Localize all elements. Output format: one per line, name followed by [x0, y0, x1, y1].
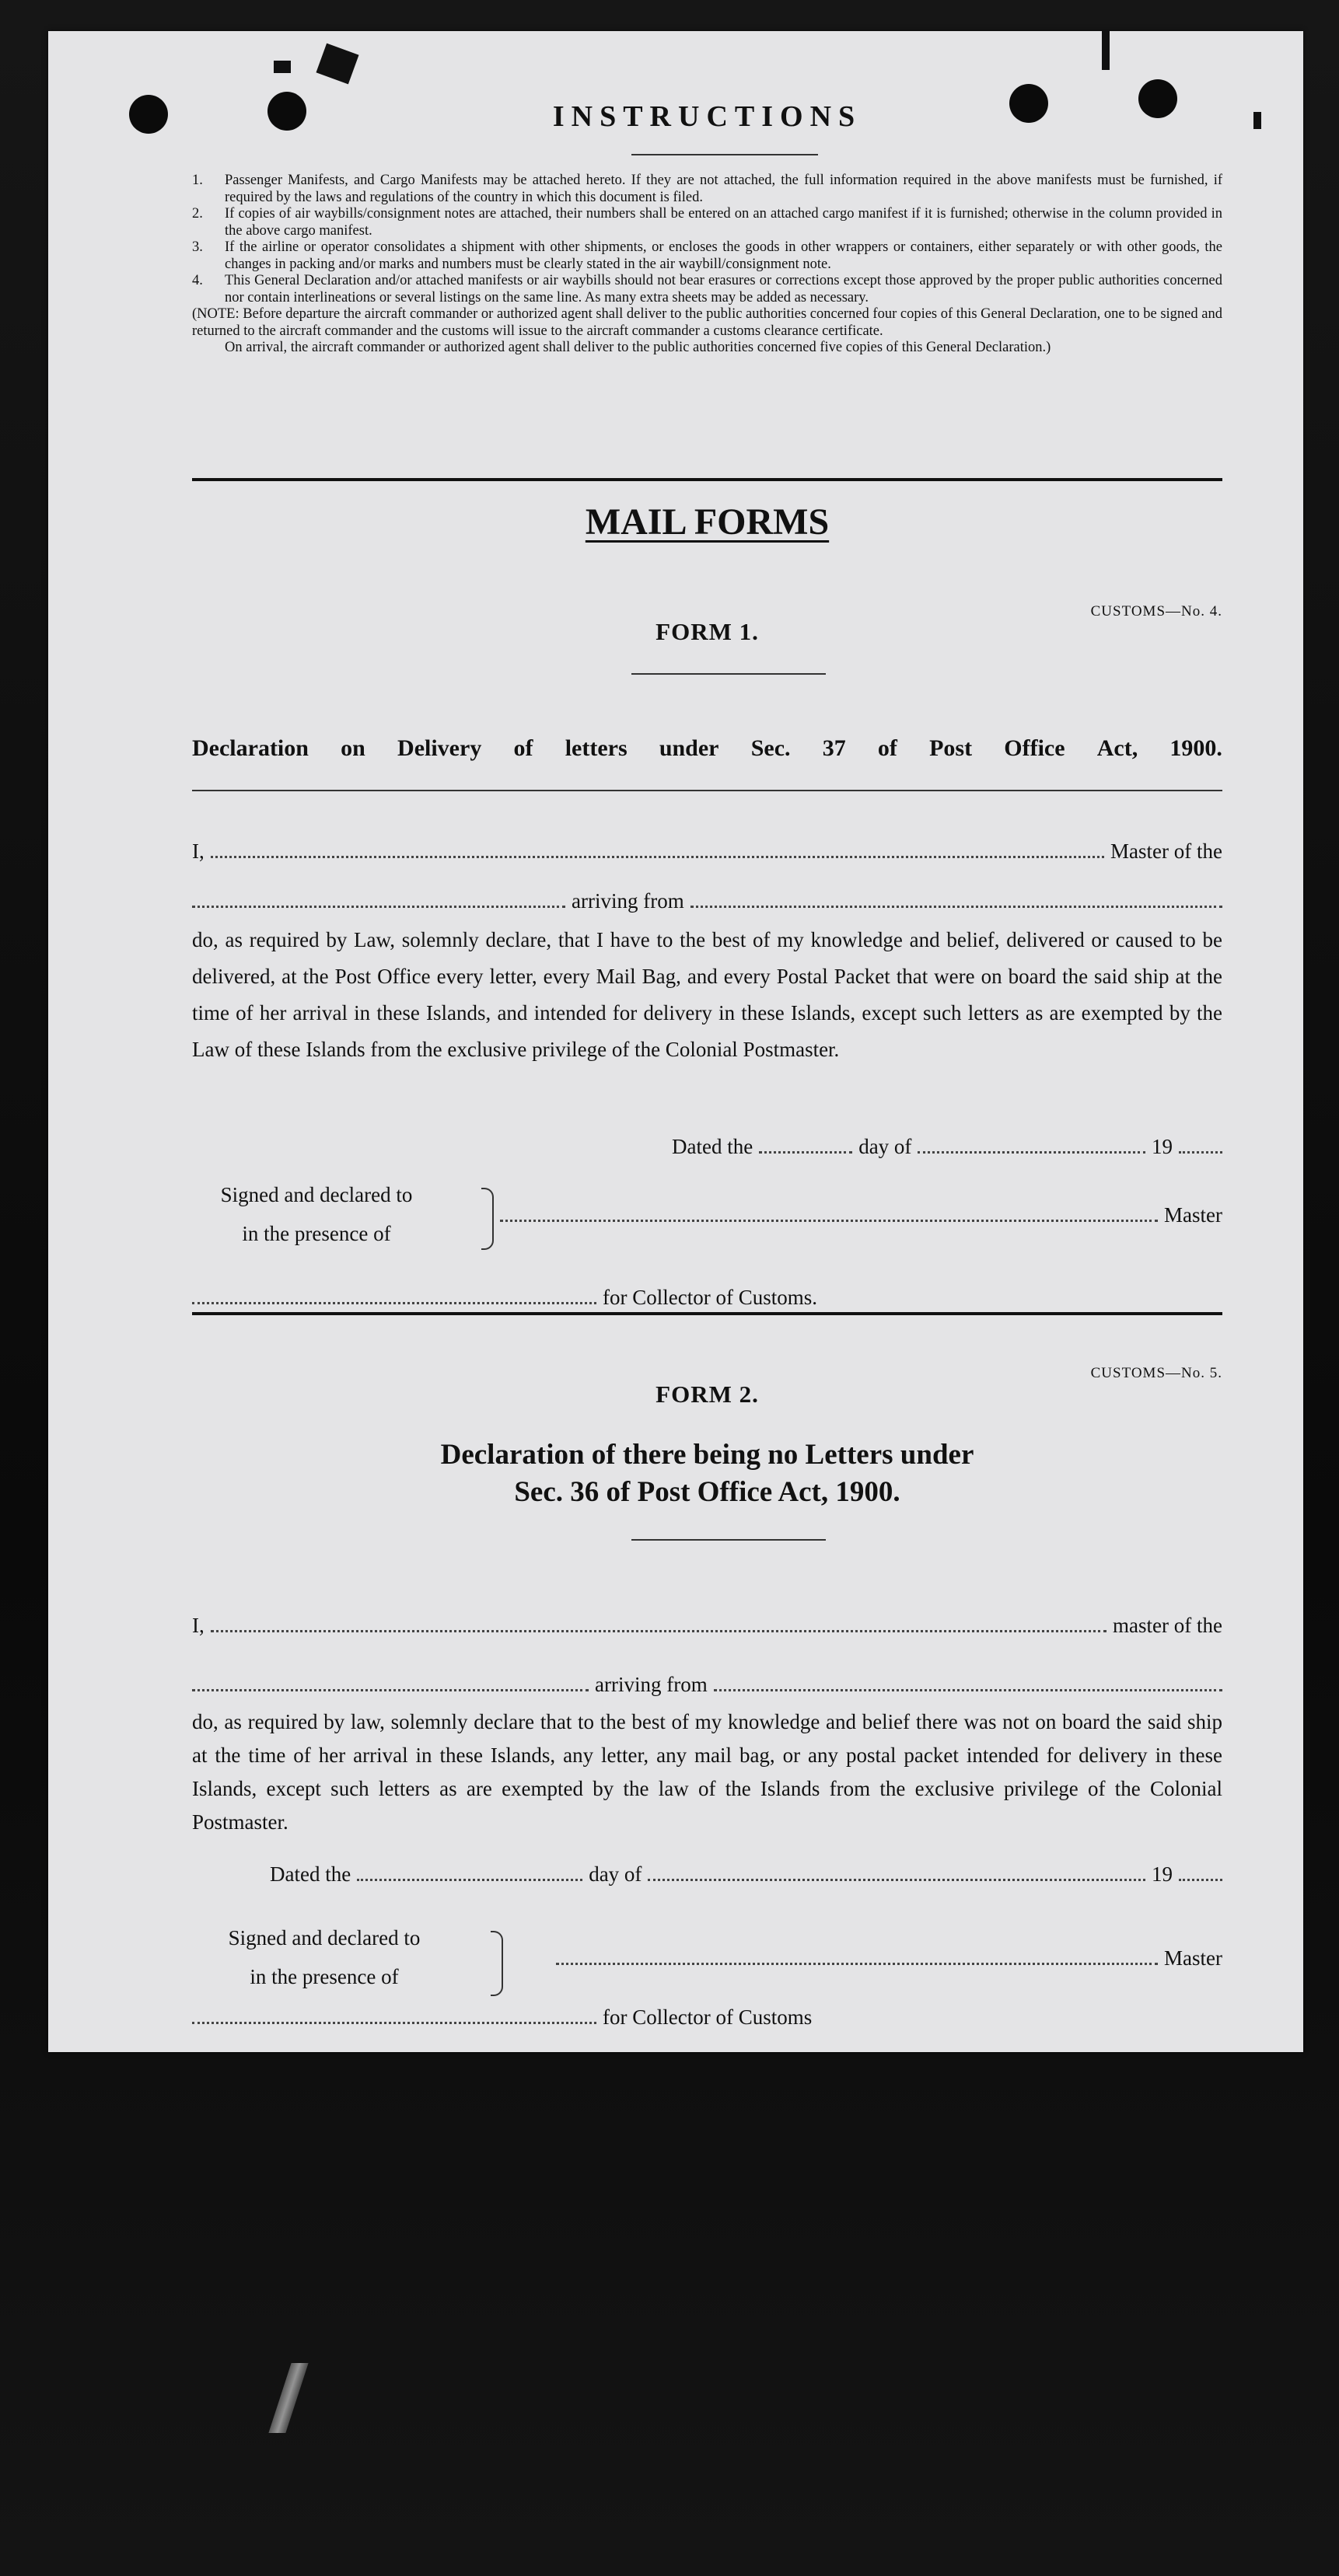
form1-dated-field[interactable] [759, 1150, 852, 1154]
form2-body-text: do, as required by law, solemnly declare that to the best of my knowledge and belief there was not on board the said ship at the time of her arrival in these Islands, any letter, any mail bag, or any postal packet intended for delivery in these Islands, except such letters as are exempted by the law of the Islands from the exclusive privilege of the Colonial Postmaster. [192, 1710, 1222, 1834]
form2-ship-field[interactable] [192, 1688, 589, 1691]
form1-customs-number: CUSTOMS—No. 4. [1090, 603, 1222, 620]
form1-dated-line: Dated the day of 19 [672, 1135, 1222, 1159]
form2-collector-line: for Collector of Customs [192, 2005, 861, 2030]
form1-ship-line: arriving from [192, 889, 1222, 913]
form2-customs-number: CUSTOMS—No. 5. [1090, 1365, 1222, 1381]
ink-speck [1253, 112, 1261, 129]
title-underline [631, 154, 818, 155]
form1-declaration-heading: Declaration on Delivery of letters under Sec. 37 of Post Office Act, 1900. [192, 735, 1222, 761]
instruction-note: (NOTE: Before departure the aircraft commander or authorized agent shall deliver to the public authorities concerned four copies of this General Declaration, one to be signed and returned to the aircraft commander and the customs will issue to the aircraft commander a customs clearance certificate. [192, 306, 1222, 339]
form1-collector-signature-field[interactable] [192, 1301, 596, 1304]
form1-collector-line: for Collector of Customs. [192, 1286, 861, 1310]
ink-speck [1102, 31, 1110, 70]
form1-signed-block: Signed and declared to in the presence of [220, 1183, 413, 1245]
form2-arriving-from-field[interactable] [714, 1688, 1222, 1691]
form1-ship-field[interactable] [192, 905, 565, 908]
form1-name-line: I, Master of the [192, 839, 1222, 863]
form2-master-line: Master [556, 1946, 1222, 1970]
form2-name-line: I, master of the [192, 1614, 1222, 1637]
form2-signed-block: Signed and declared to in the presence of [228, 1926, 421, 1988]
form1-title-rule [631, 673, 826, 675]
mail-forms-title: MAIL FORMS [585, 501, 830, 543]
form2-year-field[interactable] [1179, 1878, 1222, 1881]
form1-arriving-from-field[interactable] [690, 905, 1222, 908]
form2-master-signature-field[interactable] [556, 1962, 1158, 1965]
form1-day-of-field[interactable] [918, 1150, 1145, 1154]
form2-dated-field[interactable] [357, 1878, 582, 1881]
form1-name-field[interactable] [211, 855, 1104, 858]
ink-speck [316, 44, 358, 85]
form-divider [192, 1312, 1222, 1315]
form2-title-rule [631, 1539, 826, 1541]
form1-master-line: Master [500, 1203, 1222, 1227]
form2-collector-signature-field[interactable] [192, 2021, 596, 2024]
instruction-note-arrival: On arrival, the aircraft commander or authorized agent shall deliver to the public authorities concerned five copies of this General Declaration.) [225, 340, 1051, 355]
form2-ship-line: arriving from [192, 1673, 1222, 1697]
instruction-item: 2. If copies of air waybills/consignment notes are attached, their numbers shall be entered on an attached cargo manifest if it is furnished; otherwise in the column provided in the above cargo manifest. [192, 206, 1222, 239]
form2-brace [491, 1931, 503, 1996]
instruction-item: 3. If the airline or operator consolidates a shipment with other shipments, or encloses the goods in other wrappers or containers, either separately or with other goods, the changes in packing and/or marks and numbers must be clearly stated in the air waybill/consignment note. [192, 239, 1222, 272]
section-divider [192, 478, 1222, 481]
instruction-item: 1. Passenger Manifests, and Cargo Manifests may be attached hereto. If they are not attached, the full information required in the above manifests must be furnished, if required by the laws and regulations of the country in which this document is filed. [192, 173, 1222, 205]
form1-body-text: do, as required by Law, solemnly declare, that I have to the best of my knowledge and belief, delivered or caused to be delivered, at the Post Office every letter, every Mail Bag, and every Postal Packet that were on board the said ship at the time of her arrival in these Islands, and intended for delivery in these Islands, except such letters as are exempted by the Law of these Islands from the exclusive privilege of the Colonial Postmaster. [192, 928, 1222, 1061]
form2-dated-line: Dated the day of 19 [270, 1862, 1222, 1887]
instruction-item: 4. This General Declaration and/or attached manifests or air waybills should not bear erasures or corrections except those approved by the proper public authorities concerned nor contain interlineations or several listings on the same line. As many extra sheets may be added as necessary. [192, 273, 1222, 305]
form1-year-field[interactable] [1179, 1150, 1222, 1154]
punch-hole-left-1 [129, 95, 168, 134]
form2-title: FORM 2. [656, 1380, 759, 1408]
instructions-title: INSTRUCTIONS [552, 100, 862, 133]
form2-day-of-field[interactable] [648, 1878, 1145, 1881]
form1-title: FORM 1. [656, 618, 759, 645]
form1-brace [481, 1188, 494, 1250]
instructions-list [192, 173, 1222, 357]
form2-name-field[interactable] [211, 1629, 1107, 1632]
form2-declaration-heading: Declaration of there being no Letters under Sec. 36 of Post Office Act, 1900. [440, 1439, 974, 1508]
form1-master-signature-field[interactable] [500, 1219, 1158, 1222]
ink-speck [274, 61, 291, 73]
form1-heading-rule [192, 790, 1222, 791]
document-page [48, 31, 1303, 2052]
